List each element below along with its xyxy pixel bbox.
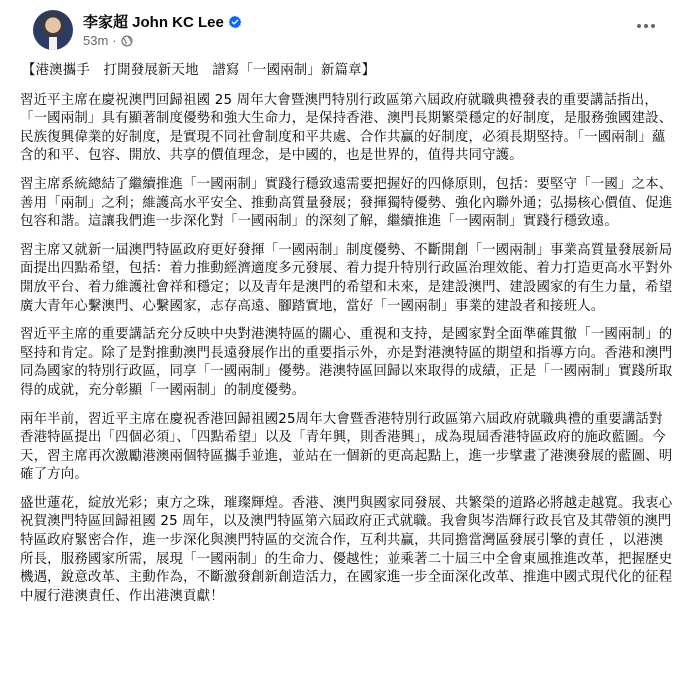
post-body [16,62,675,606]
more-options-icon [636,23,656,29]
avatar-detail [49,37,57,50]
meta-separator: · [112,33,117,48]
post-paragraph: 習主席又就新一屆澳門特區政府更好發揮「一國兩制」制度優勢、不斷開創「一國兩制」事業高質量發展新局面提出四點希望，包括：着力推動經濟適度多元發展、着力提升特別行政區治理效能、着力打造更高水平對外開放平台、着力維護社會祥和穩定；以及青年是澳門的希望和未來，是建設澳門、建設國家的有生力量，希望廣大青年心繫澳門、心繫國家，志存高遠、腳踏實地，當好「一國兩制」事業的建設者和接班人。 [20,242,673,314]
post-paragraph: 習近平主席的重要講話充分反映中央對港澳特區的關心、重視和支持，是國家對全面準確貫徹「一國兩制」的堅持和肯定。除了是對推動澳門長遠發展作出的重要指示外，亦是對港澳特區的期望和指導方向。香港和澳門同為國家的特別行政區，同享「一國兩制」優勢。港澳特區回歸以來取得的成績，正是「一國兩制」實踐所取得的成就，充分彰顯「一國兩制」的制度優勢。 [20,327,673,398]
author-name-link[interactable]: 李家超 John KC Lee [83,14,224,31]
author-avatar[interactable] [33,10,73,50]
post-headline: 【港澳攜手 打開發展新天地 譜寫「一國兩制」新篇章】 [22,63,376,78]
post-header [16,0,675,62]
post-timestamp-link[interactable]: 53m [83,33,109,48]
author-row [83,11,242,32]
globe-icon [121,35,133,47]
post-paragraph: 兩年半前，習近平主席在慶祝香港回歸祖國25周年大會暨香港特別行政區第六屆政府就職典禮的重要講話對香港特區提出「四個必須」、「四點希望」以及「青年興，則香港興」，成為現屆香港特區政府的施政藍圖。今天，習主席再次激勵港澳兩個特區攜手並進，並站在一個新的更高起點上，進一步擘畫了港澳發展的藍圖、明確了方向。 [20,411,673,483]
post-paragraph: 習主席系統總結了繼續推進「一國兩制」實踐行穩致遠需要把握好的四條原則，包括：要堅守「一國」之本、善用「兩制」之利；維護高水平安全、推動高質量發展；發揮獨特優勢、強化內聯外通；弘揚核心價值、促進包容和諧。這讓我們進一步深化對「一國兩制」的深刻了解，繼續推進「一國兩制」實踐行穩致遠。 [20,176,673,230]
post-paragraph: 習近平主席在慶祝澳門回歸祖國 25 周年大會暨澳門特別行政區第六屆政府就職典禮發表的重要講話指出，「一國兩制」具有顯著制度優勢和強大生命力，是保持香港、澳門長期繁榮穩定的好制度，是服務強國建設、民族復興偉業的好制度，是實現不同社會制度和平共處、合作共贏的好制度，必須長期堅持。「一國兩制」蘊含的和平、包容、開放、共享的價值理念，是中國的，也是世界的，值得共同守護。 [20,92,673,164]
more-options-button[interactable] [631,16,661,36]
post-paragraph: 盛世蓮花，綻放光彩；東方之珠，璀璨輝煌。香港、澳門與國家同發展、共繁榮的道路必將越走越寬。我衷心祝賀澳門特區回歸祖國 25 周年，以及澳門特區第六屆政府正式就職。我會與岑浩輝行政長官及其帶領的澳門特區政府緊密合作，進一步深化與澳門特區的交流合作，互利共贏，共同擔當灣區發展引擎的責任 ，以港澳所長，服務國家所需，展現「一國兩制」的生命力、優越性；並乘著二十屆三中全會東風推進改革，把握歷史機遇，銳意改革、主動作為，不斷激發創新創造活力，在國家進一步全面深化改革、推進中國式現代化的征程中履行港澳責任、作出港澳貢獻！ [20,495,673,604]
post-meta [83,33,133,48]
verified-badge-icon [228,15,242,29]
